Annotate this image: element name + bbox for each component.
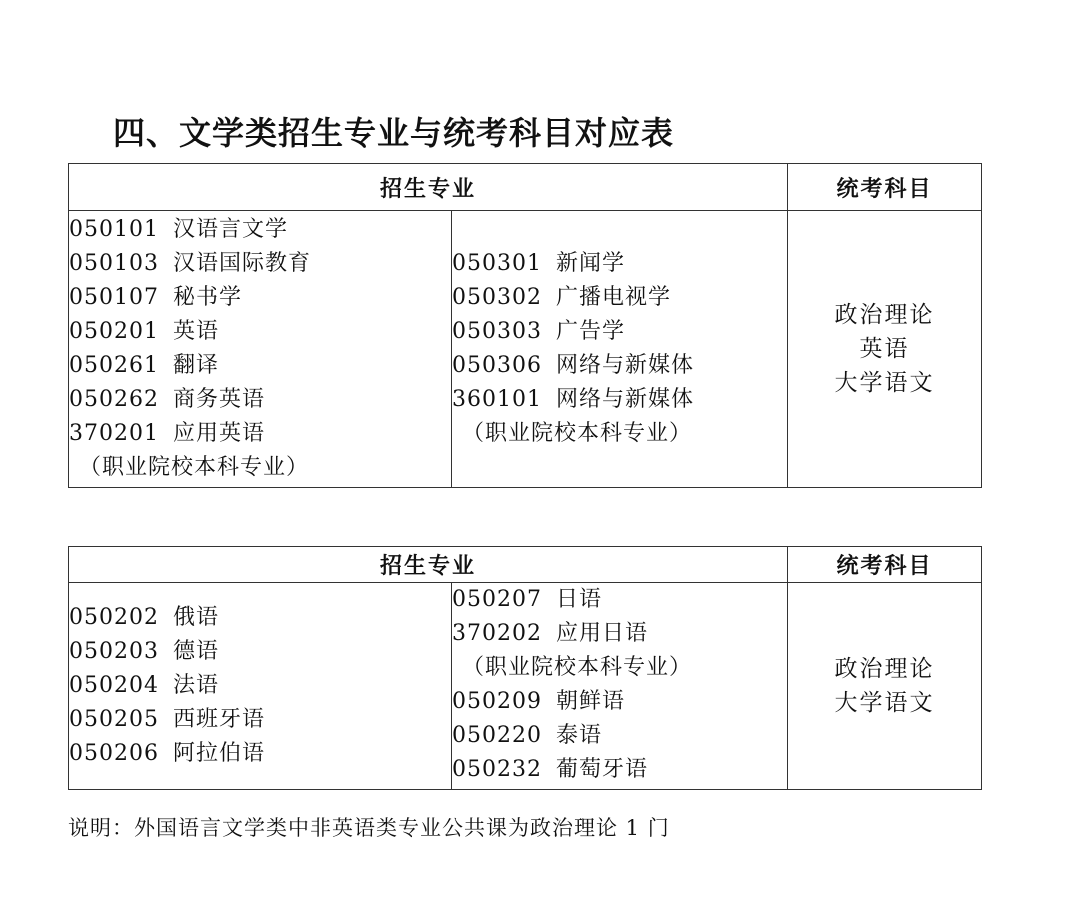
list-item-note: （职业院校本科专业） xyxy=(79,455,310,480)
table-foreign-language-majors xyxy=(68,546,982,790)
table-header-row xyxy=(69,164,982,211)
list-item: 050204 法语 xyxy=(69,673,219,698)
list-item: 050262 商务英语 xyxy=(69,387,265,412)
list-item: 050220 泰语 xyxy=(452,723,602,748)
list-item: 050203 德语 xyxy=(69,639,219,664)
list-item: 050261 翻译 xyxy=(69,353,219,378)
table-row xyxy=(69,583,982,790)
list-item: 370201 应用英语 xyxy=(69,421,265,446)
list-item: 050232 葡萄牙语 xyxy=(452,757,648,782)
majors-right-cell xyxy=(452,583,788,790)
remark-text: 说明：外国语言文学类中非英语类专业公共课为政治理论 1 门 xyxy=(68,816,670,840)
header-majors: 招生专业 xyxy=(69,164,788,211)
list-item-note: （职业院校本科专业） xyxy=(462,655,693,680)
list-item: 050303 广告学 xyxy=(452,319,625,344)
subject-item: 大学语文 xyxy=(834,370,935,396)
list-item-note: （职业院校本科专业） xyxy=(462,421,693,446)
table-literature-majors xyxy=(68,163,982,488)
subjects-cell xyxy=(788,211,982,488)
subject-item: 英语 xyxy=(859,336,910,362)
list-item: 050201 英语 xyxy=(69,319,219,344)
list-item: 050107 秘书学 xyxy=(69,285,242,310)
page-title: 四、文学类招生专业与统考科目对应表 xyxy=(113,114,675,152)
subjects-cell xyxy=(788,583,982,790)
table-row xyxy=(69,211,982,488)
table-header-row xyxy=(69,547,982,583)
subject-item: 政治理论 xyxy=(834,656,935,682)
majors-left-cell xyxy=(69,211,452,488)
list-item: 050103 汉语国际教育 xyxy=(69,251,311,276)
subject-item: 政治理论 xyxy=(834,302,935,328)
list-item: 050101 汉语言文学 xyxy=(69,217,288,242)
list-item: 050302 广播电视学 xyxy=(452,285,671,310)
subject-item: 大学语文 xyxy=(834,690,935,716)
list-item: 360101 网络与新媒体 xyxy=(452,387,694,412)
majors-left-cell xyxy=(69,583,452,790)
list-item: 050205 西班牙语 xyxy=(69,707,265,732)
list-item: 050207 日语 xyxy=(452,587,602,612)
list-item: 050306 网络与新媒体 xyxy=(452,353,694,378)
list-item: 050301 新闻学 xyxy=(452,251,625,276)
majors-right-cell xyxy=(452,211,788,488)
list-item: 050209 朝鲜语 xyxy=(452,689,625,714)
list-item: 050202 俄语 xyxy=(69,605,219,630)
header-majors: 招生专业 xyxy=(69,547,788,583)
header-subjects: 统考科目 xyxy=(788,547,982,583)
list-item: 370202 应用日语 xyxy=(452,621,648,646)
list-item: 050206 阿拉伯语 xyxy=(69,741,265,766)
header-subjects: 统考科目 xyxy=(788,164,982,211)
